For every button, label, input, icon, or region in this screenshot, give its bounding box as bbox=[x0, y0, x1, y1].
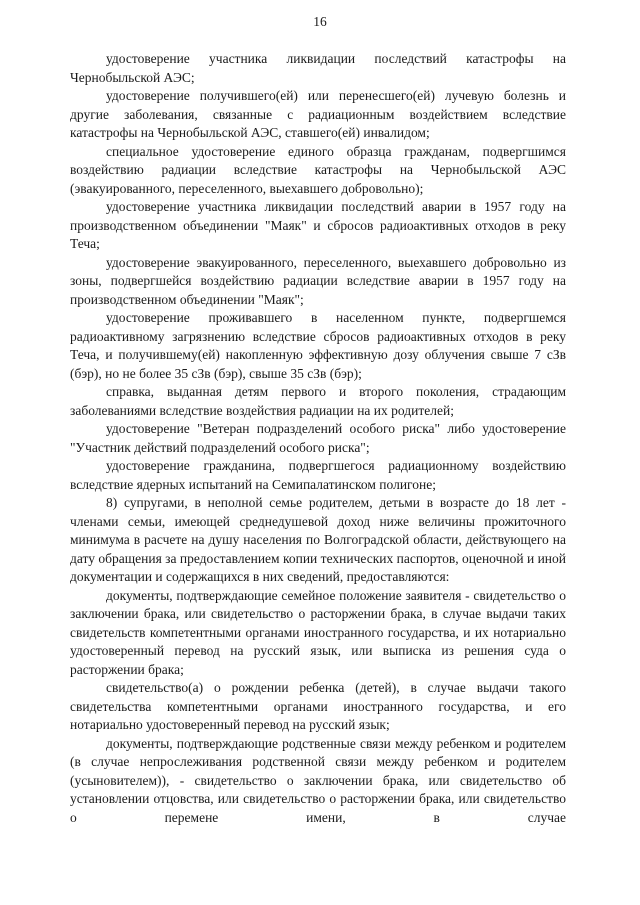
paragraph-4: удостоверение участника ликвидации последствий аварии в 1957 году на производственном объединении "Маяк" и сбросов радиоактивных отходов в реку Теча; bbox=[70, 199, 566, 251]
page-number: 16 bbox=[313, 14, 327, 29]
paragraph-1: удостоверение участника ликвидации последствий катастрофы на Чернобыльской АЭС; bbox=[70, 51, 566, 85]
paragraph-8: удостоверение "Ветеран подразделений особого риска" либо удостоверение "Участник действий подразделений особого риска"; bbox=[70, 421, 566, 455]
document-body bbox=[70, 50, 566, 827]
paragraph-3: специальное удостоверение единого образца гражданам, подвергшимся воздействию радиации вследствие катастрофы на Чернобыльской АЭС (эвакуированного, переселенного, выехавшего добровольно); bbox=[70, 143, 566, 196]
paragraph-5: удостоверение эвакуированного, переселенного, выехавшего добровольно из зоны, подвергшейся воздействию радиации вследствие аварии в 1957 году на производственном объединении "Маяк"; bbox=[70, 254, 566, 307]
paragraph-6: удостоверение проживавшего в населенном пункте, подвергшемся радиоактивному загрязнению вследствие сбросов радиоактивных отходов в реку Теча, и получившему(ей) накопленную эффективную дозу облучения свыше 7 сЗв (бэр), но не более 35 сЗв (бэр), свыше 35 сЗв (бэр); bbox=[70, 310, 566, 381]
paragraph-13: документы, подтверждающие родственные связи между ребенком и родителем (в случае непрослеживания родственной связи между ребенком и родителем (усыновителем)), - свидетельство о заключении брака, или свидетельство об установлении отцовства, или свидетельство о расторжении брака, или свидетельство о перемене имени, в случае bbox=[70, 735, 566, 825]
paragraph-9: удостоверение гражданина, подвергшегося радиационному воздействию вследствие ядерных испытаний на Семипалатинском полигоне; bbox=[70, 458, 566, 492]
paragraph-12: свидетельство(а) о рождении ребенка (детей), в случае выдачи такого свидетельства компетентными органами иностранного государства, и его нотариально удостоверенный перевод на русский язык; bbox=[70, 680, 566, 732]
paragraph-11: документы, подтверждающие семейное положение заявителя - свидетельство о заключении брака, или свидетельство о расторжении брака, в случае выдачи таких свидетельств компетентными органами иностранного государства, и их нотариально удостоверенный перевод на русский язык, или выписка из решения суда о расторжении брака; bbox=[70, 587, 566, 677]
paragraph-10: 8) супругами, в неполной семье родителем, детьми в возрасте до 18 лет - членами семьи, имеющей среднедушевой доход ниже величины прожиточного минимума в расчете на душу населения по Волгоградской области, действующего на дату обращения за предоставлением копии технических паспортов, оценочной и иной документации и содержащихся в них сведений, предоставляются: bbox=[70, 495, 566, 584]
paragraph-7: справка, выданная детям первого и второго поколения, страдающим заболеваниями вследствие воздействия радиации на их родителей; bbox=[70, 384, 566, 418]
paragraph-2: удостоверение получившего(ей) или перенесшего(ей) лучевую болезнь и другие заболевания, связанные с радиационным воздействием вследствие катастрофы на Чернобыльской АЭС, ставшего(ей) инвалидом; bbox=[70, 88, 566, 140]
